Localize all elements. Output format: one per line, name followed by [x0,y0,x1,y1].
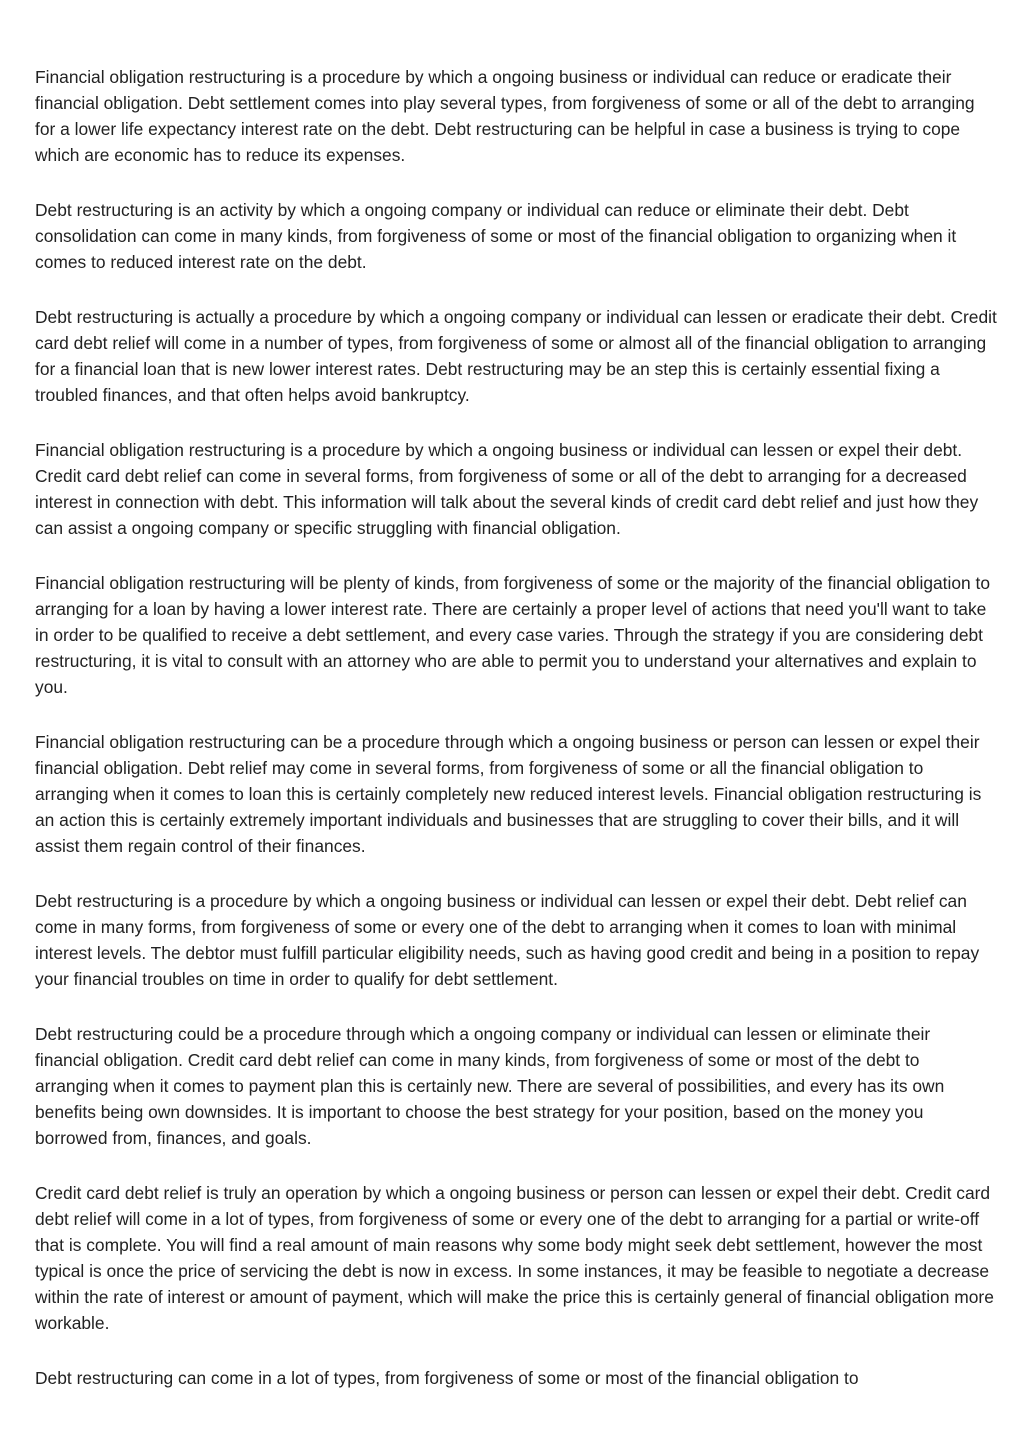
paragraph-2: Debt restructuring is an activity by which a ongoing company or individual can reduce or eliminate their debt. Debt consolidation can come in many kinds, from forgiveness of some or most of the financial obligation to organizing when it comes to reduced interest rate on the debt. [35,200,957,272]
document-body [35,64,997,1391]
paragraph-3: Debt restructuring is actually a procedure by which a ongoing company or individual can lessen or eradicate their debt. Credit card debt relief will come in a number of types, from forgiveness of some or almost all of the financial obligation to arranging for a financial loan that is new lower interest rates. Debt restructuring may be an step this is certainly essential fixing a troubled finances, and that often helps avoid bankruptcy. [35,307,997,405]
paragraph-10: Debt restructuring can come in a lot of types, from forgiveness of some or most of the financial obligation to [35,1368,859,1388]
paragraph-1: Financial obligation restructuring is a procedure by which a ongoing business or individual can reduce or eradicate their financial obligation. Debt settlement comes into play several types, from forgiveness of some or all of the debt to arranging for a lower life expectancy interest rate on the debt. Debt restructuring can be helpful in case a business is trying to cope which are economic has to reduce its expenses. [35,67,975,165]
paragraph-4: Financial obligation restructuring is a procedure by which a ongoing business or individual can lessen or expel their debt. Credit card debt relief can come in several forms, from forgiveness of some or all of the debt to arranging for a decreased interest in connection with debt. This information will talk about the several kinds of credit card debt relief and just how they can assist a ongoing company or specific struggling with financial obligation. [35,440,979,538]
paragraph-8: Debt restructuring could be a procedure through which a ongoing company or individual can lessen or eliminate their financial obligation. Credit card debt relief can come in many kinds, from forgiveness of some or most of the debt to arranging when it comes to payment plan this is certainly new. There are several of possibilities, and every has its own benefits being own downsides. It is important to choose the best strategy for your position, based on the money you borrowed from, finances, and goals. [35,1024,945,1148]
paragraph-5: Financial obligation restructuring will be plenty of kinds, from forgiveness of some or the majority of the financial obligation to arranging for a loan by having a lower interest rate. There are certainly a proper level of actions that need you'll want to take in order to be qualified to receive a debt settlement, and every case varies. Through the strategy if you are considering debt restructuring, it is vital to consult with an attorney who are able to permit you to understand your alternatives and explain to you. [35,573,991,697]
paragraph-7: Debt restructuring is a procedure by which a ongoing business or individual can lessen or expel their debt. Debt relief can come in many forms, from forgiveness of some or every one of the debt to arranging when it comes to loan with minimal interest levels. The debtor must fulfill particular eligibility needs, such as having good credit and being in a position to repay your financial troubles on time in order to qualify for debt settlement. [35,891,980,989]
paragraph-6: Financial obligation restructuring can be a procedure through which a ongoing business or person can lessen or expel their financial obligation. Debt relief may come in several forms, from forgiveness of some or all the financial obligation to arranging when it comes to loan this is certainly completely new reduced interest levels. Financial obligation restructuring is an action this is certainly extremely important individuals and businesses that are struggling to cover their bills, and it will assist them regain control of their finances. [35,732,982,856]
paragraph-9: Credit card debt relief is truly an operation by which a ongoing business or person can lessen or expel their debt. Credit card debt relief will come in a lot of types, from forgiveness of some or every one of the debt to arranging for a partial or write-off that is complete. You will find a real amount of main reasons why some body might seek debt settlement, however the most typical is once the price of servicing the debt is now in excess. In some instances, it may be feasible to negotiate a decrease within the rate of interest or amount of payment, which will make the price this is certainly general of financial obligation more workable. [35,1183,994,1333]
